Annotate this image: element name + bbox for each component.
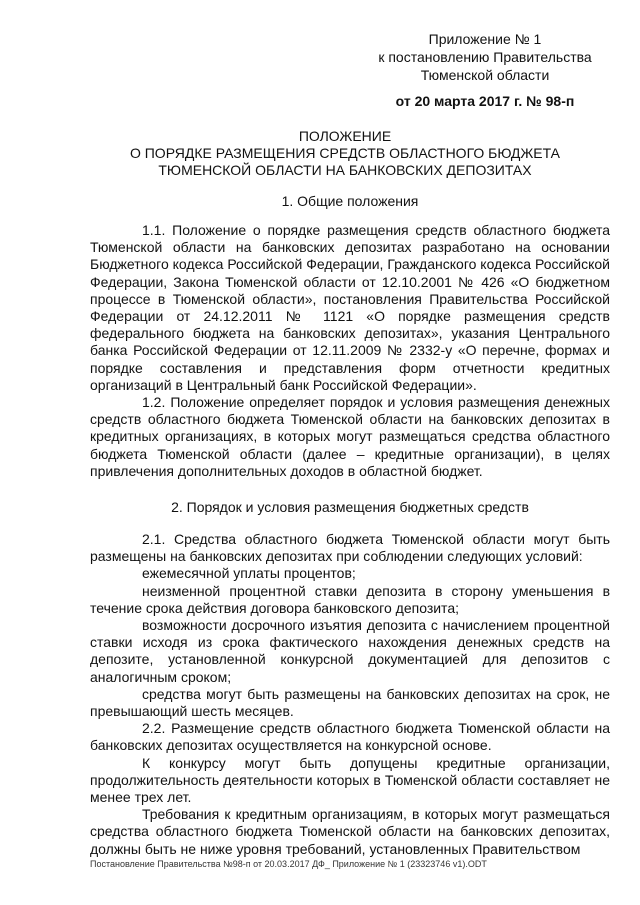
title-line-3: ТЮМЕНСКОЙ ОБЛАСТИ НА БАНКОВСКИХ ДЕПОЗИТАХ (158, 162, 532, 178)
section-1-body (90, 222, 610, 480)
paragraph-2-condition-2: неизменной процентной ставки депозита в сторону уменьшения в течение срока действия договора банковского депозита; (90, 582, 610, 616)
section-2-heading: 2. Порядок и условия размещения бюджетных средств (171, 499, 529, 515)
paragraph-2-condition-3: возможности досрочного изъятия депозита с начислением процентной ставки исходя из срока фактического нахождения денежных средств на депозите, установленной конкурсной документацией для депозитов с аналогичным сроком; (90, 617, 610, 685)
paragraph-2-1: 2.1. Средства областного бюджета Тюменской области могут быть размещены на банковских депозитах при соблюдении следующих условий: (90, 531, 610, 565)
title-line-1: ПОЛОЖЕНИЕ (298, 128, 392, 144)
paragraph-2-2-admission: К конкурсу могут быть допущены кредитные организации, продолжительность деятельности которых в Тюменской области составляет не менее трех лет. (90, 754, 610, 806)
paragraph-1-1: 1.1. Положение о порядке размещения средств областного бюджета Тюменской области на банковских депозитах разработано на основании Бюджетного кодекса Российской Федерации, Гражданского кодекса Российской Федерации, Закона Тюменской области от 12.10.2001 № 426 «О бюджетном процессе в Тюменской области», постановления Правительства Российской Федерации от 24.12.2011 № 1121 «О порядке размещения средств федерального бюджета на банковских депозитах», указания Центрального банка Российской Федерации от 12.11.2009 № 2332-у «О перечне, формах и порядке составления и представления форм отчетности кредитных организаций в Центральный банк Российской Федерации». (90, 222, 611, 393)
appendix-region: Тюменской области (420, 67, 550, 83)
paragraph-1-2: 1.2. Положение определяет порядок и условия размещения денежных средств областного бюджета Тюменской области на банковских депозитах в кредитных организациях, в которых могут размещаться средства областного бюджета Тюменской области (далее – кредитные организации), в целях привлечения дополнительных доходов в областной бюджет. (90, 394, 610, 479)
section-2-body (90, 531, 610, 858)
paragraph-2-2: 2.2. Размещение средств областного бюджета Тюменской области на банковских депозитах осуществляется на конкурсной основе. (90, 720, 610, 754)
appendix-number: Приложение № 1 (428, 31, 542, 47)
section-1-heading: 1. Общие положения (281, 193, 419, 209)
document-footer: Постановление Правительства №98-п от 20.03.2017 ДФ_ Приложение № 1 (23323746 v1).ODT (90, 859, 487, 869)
appendix-reference: к постановлению Правительства (378, 49, 592, 65)
document-title (95, 128, 595, 179)
paragraph-2-condition-1: ежемесячной уплаты процентов; (142, 565, 356, 582)
paragraph-2-2-requirements: Требования к кредитным организациям, в которых могут размещаться средства областного бюджета Тюменской области на банковских депозитах, должны быть не ниже уровня требований, установленных Правительством (90, 806, 610, 857)
appendix-block (360, 30, 610, 110)
title-line-2: О ПОРЯДКЕ РАЗМЕЩЕНИЯ СРЕДСТВ ОБЛАСТНОГО БЮДЖЕТА (129, 145, 561, 161)
paragraph-2-condition-4: средства могут быть размещены на банковских депозитах на срок, не превышающий шесть месяцев. (90, 685, 610, 720)
appendix-date-number: от 20 марта 2017 г. № 98-п (395, 93, 575, 109)
